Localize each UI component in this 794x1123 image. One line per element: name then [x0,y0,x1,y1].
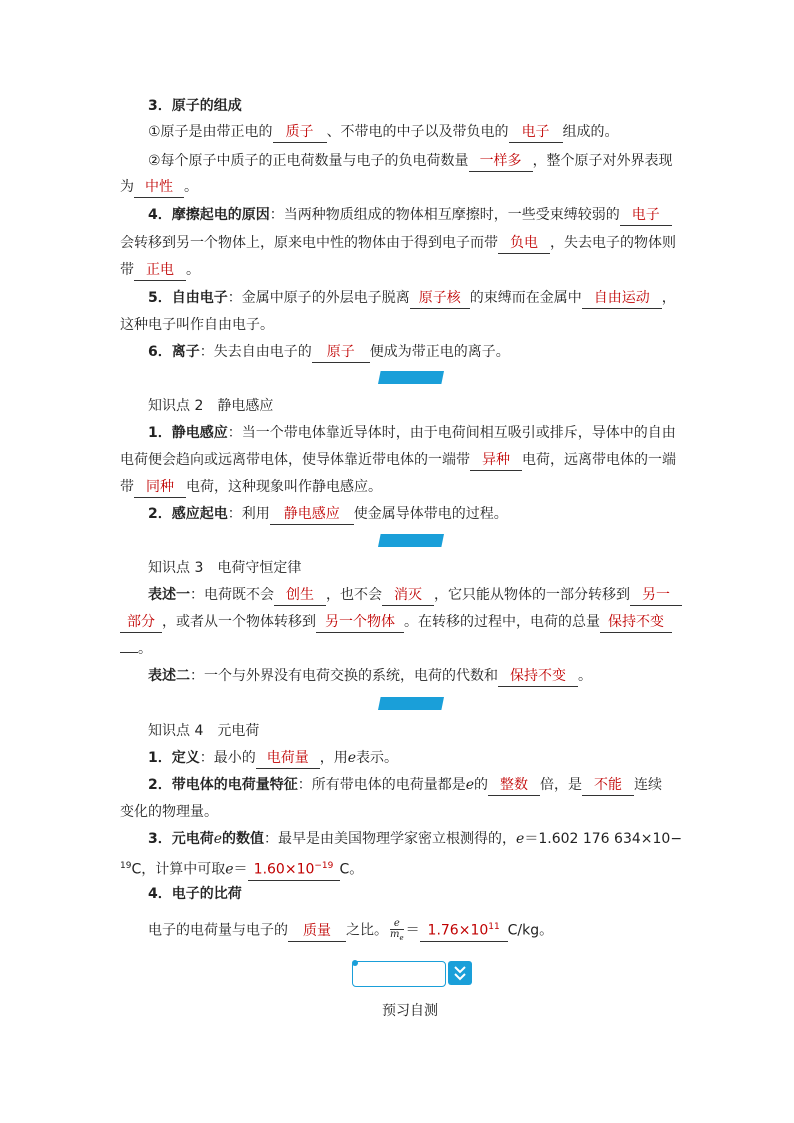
knowledge-point-3-heading: 知识点 3 电荷守恒定律 [148,560,302,576]
sec3-line-3: 为 中性 。 [120,177,198,198]
sec6-line-1: 6．离子：失去自由电子的 原子 便成为带正电的离子。 [148,342,510,363]
kp4-line-6: 电子的电荷量与电子的 质量 之比。 $\frac{e}{m_e}$ ＝ $1.76\times 10^{11}$ C/kg。 [148,917,554,942]
sec5-line-1: 5．自由电子：金属中原子的外层电子脱离 原子核 的束缚而在金属中 自由运动 ， [148,288,676,309]
sec5-line-2: 这种电子叫作自由电子。 [120,317,274,333]
kp4-line-4: 3．元电荷e的数值：最早是由美国物理学家密立根测得的，e＝1.602 176 634×10− [148,831,683,847]
section-banner-1 [378,371,444,384]
sec3-line-1: ①原子是由带正电的 质子 、不带电的中子以及带负电的 电子 组成的。 [148,122,619,143]
kp4-line-3: 变化的物理量。 [120,804,218,820]
kp2-line-3: 带 同种 电荷，这种现象叫作静电感应。 [120,477,382,498]
kp4-line-2: 2．带电体的电荷量特征：所有带电体的电荷量都是e的 整数 倍，是 不能 连续 [148,775,662,796]
sec4-line-2: 会转移到另一个物体上，原来电中性的物体由于得到电子而带 负电 ，失去电子的物体则 [120,233,676,254]
double-chevron-down-icon [448,961,472,985]
kp3-line-2: 部分 ，或者从一个物体转移到 另一个物体 。在转移的过程中，电荷的总量 保持不变 [120,612,672,633]
kp4-subtitle-4: 4．电子的比荷 [148,886,242,902]
preview-self-test-label: 预习自测 [382,1003,438,1019]
sec4-line-1: 4．摩擦起电的原因：当两种物质组成的物体相互摩擦时，一些受束缚较弱的 电子 [148,205,672,226]
sec3-line-2: ②每个原子中质子的正电荷数量与电子的负电荷数量 一样多 ，整个原子对外界表现 [148,151,673,172]
sec4-line-3: 带 正电 。 [120,260,200,281]
kp4-line-1: 1．定义：最小的 电荷量 ，用e表示。 [148,748,398,769]
preview-tag-box [352,961,446,987]
kp4-line-5: $^{19}$C，计算中可取$e= 1.60\times 10^{-19}$ C。 [120,856,363,881]
knowledge-point-4-heading: 知识点 4 元电荷 [148,723,260,739]
kp2-line-2: 电荷便会趋向或远离带电体，使导体靠近带电体的一端带 异种 电荷，远离带电体的一端 [120,450,676,471]
kp3-line-3: 。 [120,639,152,659]
section-banner-2 [378,534,444,547]
charge-mass-ratio-fraction: $\frac{e}{m_e}$ [390,917,404,942]
section-3-title: 3．原子的组成 [148,98,242,114]
kp2-line-4: 2．感应起电：利用 静电感应 使金属导体带电的过程。 [148,504,508,525]
knowledge-point-2-heading: 知识点 2 静电感应 [148,398,274,414]
kp2-line-1: 1．静电感应：当一个带电体靠近导体时，由于电荷间相互吸引或排斥，导体中的自由 [148,425,676,441]
tag-dot-icon [352,960,358,966]
section-banner-3 [378,697,444,710]
kp3-line-1: 表述一：电荷既不会 创生 ，也不会 消灭 ，它只能从物体的一部分转移到 另一 [148,585,682,606]
kp3-line-4: 表述二：一个与外界没有电荷交换的系统，电荷的代数和 保持不变 。 [148,666,592,687]
